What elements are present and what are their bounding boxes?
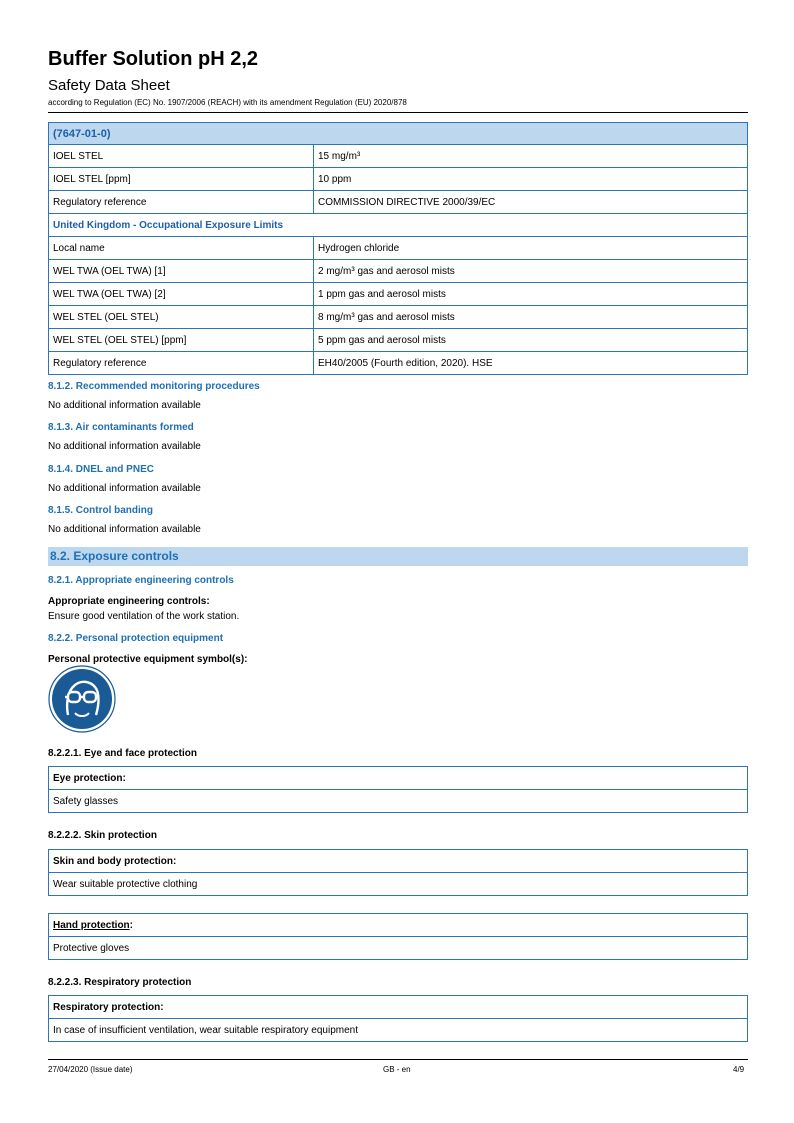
cas-header-row [49,123,748,145]
table-row [49,352,748,375]
hand-protection-label-cell [49,914,748,937]
control-banding-heading: 8.1.5. Control banding [48,505,154,516]
header-divider [48,112,748,113]
engineering-controls-text: Ensure good ventilation of the work station. [48,611,240,622]
row-value: EH40/2005 (Fourth edition, 2020). HSE [314,352,748,375]
air-contaminants-text: No additional information available [48,441,201,452]
table-row [49,168,748,191]
control-banding-text: No additional information available [48,524,201,535]
row-value: 15 mg/m³ [314,145,748,168]
respiratory-protection-table [48,995,748,1042]
table-row [49,767,748,790]
eye-protection-label: Eye protection: [49,767,748,790]
eye-protection-table [48,766,748,813]
dnel-pnec-heading: 8.1.4. DNEL and PNEC [48,464,154,475]
skin-protection-value: Wear suitable protective clothing [49,873,748,896]
table-row [49,329,748,352]
ppe-heading: 8.2.2. Personal protection equipment [48,633,224,644]
respiratory-protection-label: Respiratory protection: [49,996,748,1019]
row-value: 5 ppm gas and aerosol mists [314,329,748,352]
issue-date: 27/04/2020 (Issue date) [48,1065,133,1074]
row-value: COMMISSION DIRECTIVE 2000/39/EC [314,191,748,214]
dnel-pnec-text: No additional information available [48,483,201,494]
row-label: IOEL STEL [ppm] [49,168,314,191]
section-title: 8.2. Exposure controls [50,549,179,563]
table-row [49,1019,748,1042]
row-value: 1 ppm gas and aerosol mists [314,283,748,306]
exposure-limits-table [48,122,748,375]
table-row [49,237,748,260]
table-row [49,790,748,813]
table-row [49,873,748,896]
row-value: 2 mg/m³ gas and aerosol mists [314,260,748,283]
row-value: 10 ppm [314,168,748,191]
row-label: Local name [49,237,314,260]
skin-protection-heading: 8.2.2.2. Skin protection [48,830,157,841]
row-label: Regulatory reference [49,352,314,375]
locale: GB - en [383,1065,411,1074]
section-heading-exposure-controls [48,547,748,566]
document-subtitle: Safety Data Sheet [48,77,170,94]
air-contaminants-heading: 8.1.3. Air contaminants formed [48,422,194,433]
engineering-controls-heading: 8.2.1. Appropriate engineering controls [48,575,234,586]
footer-divider [48,1059,748,1060]
safety-goggles-mandatory-icon [48,665,116,733]
row-label: WEL STEL (OEL STEL) [ppm] [49,329,314,352]
skin-protection-label: Skin and body protection: [49,850,748,873]
skin-protection-table [48,849,748,896]
document-title: Buffer Solution pH 2,2 [48,48,258,70]
engineering-controls-label: Appropriate engineering controls: [48,596,210,607]
row-value: Hydrogen chloride [314,237,748,260]
hand-protection-value: Protective gloves [49,937,748,960]
monitoring-text: No additional information available [48,400,201,411]
table-row [49,937,748,960]
hand-protection-table [48,913,748,960]
monitoring-heading: 8.1.2. Recommended monitoring procedures [48,381,260,392]
table-row [49,996,748,1019]
table-row [49,306,748,329]
uk-header-row [49,214,748,237]
hand-protection-colon: : [129,919,134,931]
eye-protection-value: Safety glasses [49,790,748,813]
row-label: Regulatory reference [49,191,314,214]
row-label: IOEL STEL [49,145,314,168]
row-value: 8 mg/m³ gas and aerosol mists [314,306,748,329]
ppe-symbols-label: Personal protective equipment symbol(s): [48,654,248,665]
table-row [49,850,748,873]
table-row [49,260,748,283]
uk-limits-heading: United Kingdom - Occupational Exposure Limits [49,214,748,237]
respiratory-protection-heading: 8.2.2.3. Respiratory protection [48,977,192,988]
page-number: 4/9 [733,1065,745,1074]
regulation-note: according to Regulation (EC) No. 1907/2006 (REACH) with its amendment Regulation (EU) 2020/878 [48,98,407,107]
table-row [49,914,748,937]
row-label: WEL TWA (OEL TWA) [2] [49,283,314,306]
table-row [49,145,748,168]
row-label: WEL STEL (OEL STEL) [49,306,314,329]
hand-protection-label: Hand protection [53,919,130,931]
row-label: WEL TWA (OEL TWA) [1] [49,260,314,283]
table-row [49,283,748,306]
respiratory-protection-value: In case of insufficient ventilation, wear suitable respiratory equipment [49,1019,748,1042]
eye-face-heading: 8.2.2.1. Eye and face protection [48,748,197,759]
cas-number: (7647-01-0) [49,123,748,145]
table-row [49,191,748,214]
